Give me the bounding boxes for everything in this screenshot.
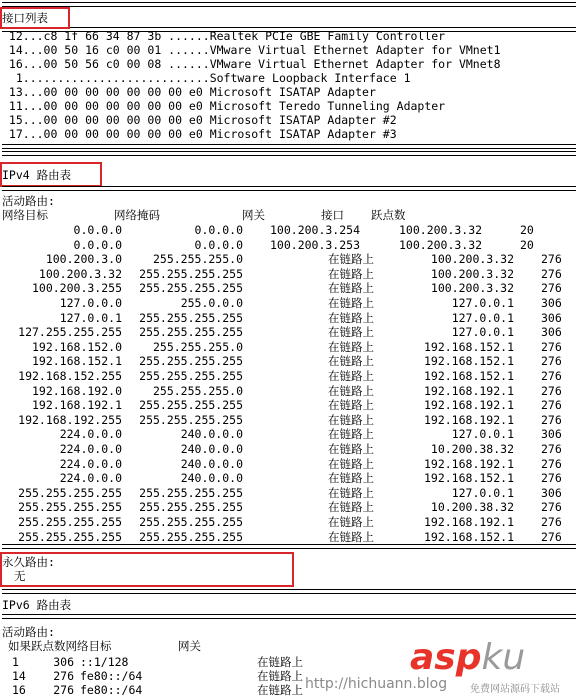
route-metric: 306 xyxy=(541,485,562,500)
route-destination: 192.168.192.0 xyxy=(31,383,122,398)
route-destination: 224.0.0.0 xyxy=(59,456,122,471)
interface-row: 13...00 00 00 00 00 00 00 e0 Microsoft ISATAP Adapter xyxy=(2,85,376,99)
route-interface: 192.168.152.1 xyxy=(423,369,514,383)
route-metric: 20 xyxy=(520,237,534,252)
separator-top xyxy=(2,2,576,7)
ipv6-route-gateway: 在链路上 xyxy=(257,655,303,669)
separator-ipv4-start xyxy=(2,151,576,156)
route-netmask: 240.0.0.0 xyxy=(180,456,243,471)
route-destination: 192.168.192.255 xyxy=(18,412,122,427)
route-interface: 10.200.38.32 xyxy=(430,442,514,456)
route-destination: 127.0.0.0 xyxy=(59,296,122,310)
route-netmask: 240.0.0.0 xyxy=(180,471,243,486)
route-netmask: 255.255.255.255 xyxy=(139,412,243,427)
route-netmask: 240.0.0.0 xyxy=(180,442,243,456)
highlight-box-interface-list xyxy=(0,7,70,29)
route-gateway: 在链路上 xyxy=(328,281,374,296)
route-destination: 127.0.0.1 xyxy=(59,310,122,325)
route-metric: 276 xyxy=(541,398,562,413)
route-gateway: 在链路上 xyxy=(328,325,374,340)
column-header-interface: 接口 xyxy=(321,208,344,222)
route-netmask: 240.0.0.0 xyxy=(180,427,243,442)
route-metric: 276 xyxy=(541,412,562,427)
interface-list-title: 接口列表 xyxy=(2,11,48,25)
route-netmask: 255.255.255.0 xyxy=(152,383,243,398)
route-interface: 127.0.0.1 xyxy=(451,310,514,325)
route-netmask: 255.255.255.0 xyxy=(152,252,243,267)
persistent-routes-value: 无 xyxy=(14,569,26,583)
persistent-routes-label: 永久路由: xyxy=(2,555,55,569)
ipv6-active-routes-label: 活动路由: xyxy=(2,625,55,639)
route-gateway: 在链路上 xyxy=(328,266,374,281)
route-destination: 100.200.3.0 xyxy=(45,252,122,267)
route-interface: 192.168.192.1 xyxy=(423,412,514,427)
route-netmask: 0.0.0.0 xyxy=(194,223,243,237)
route-gateway: 在链路上 xyxy=(328,485,374,500)
route-interface: 192.168.152.1 xyxy=(423,529,514,544)
separator-ipv4-header xyxy=(2,186,576,191)
route-destination: 255.255.255.255 xyxy=(18,529,122,544)
ipv6-column-header-if-metric-destination: 如果跃点数网络目标 xyxy=(8,639,112,653)
route-netmask: 255.255.255.255 xyxy=(139,515,243,529)
route-netmask: 255.255.255.255 xyxy=(139,325,243,340)
route-gateway: 在链路上 xyxy=(328,515,374,529)
route-interface: 192.168.192.1 xyxy=(423,456,514,471)
column-header-gateway: 网关 xyxy=(242,208,265,222)
interface-row: 1...........................Software Loopback Interface 1 xyxy=(2,71,411,85)
separator-ipv4-end xyxy=(2,544,576,549)
route-gateway: 在链路上 xyxy=(328,296,374,310)
ipv6-route-metric: 306 xyxy=(53,655,74,669)
route-destination: 255.255.255.255 xyxy=(18,500,122,515)
watermark-url: http://hichuann.blog xyxy=(305,676,448,692)
interface-row: 17...00 00 00 00 00 00 00 e0 Microsoft ISATAP Adapter #3 xyxy=(2,127,397,141)
route-metric: 20 xyxy=(520,223,534,237)
route-interface: 100.200.3.32 xyxy=(430,252,514,267)
route-gateway: 在链路上 xyxy=(328,398,374,413)
route-interface: 127.0.0.1 xyxy=(451,427,514,442)
route-netmask: 255.255.255.255 xyxy=(139,500,243,515)
route-interface: 192.168.152.1 xyxy=(423,471,514,486)
watermark-site: 免费网站源码下载站 xyxy=(470,684,560,695)
ipv6-route-destination: ::1/128 xyxy=(80,655,129,669)
route-gateway: 在链路上 xyxy=(328,412,374,427)
route-interface: 192.168.192.1 xyxy=(423,383,514,398)
route-destination: 100.200.3.255 xyxy=(31,281,122,296)
route-netmask: 255.255.255.255 xyxy=(139,398,243,413)
route-destination: 192.168.152.255 xyxy=(18,369,122,383)
route-netmask: 255.255.255.255 xyxy=(139,485,243,500)
route-destination: 0.0.0.0 xyxy=(73,237,122,252)
route-interface: 192.168.152.1 xyxy=(423,354,514,369)
ipv6-route-destination: fe80::/64 xyxy=(80,683,143,697)
route-interface: 192.168.192.1 xyxy=(423,398,514,413)
route-metric: 306 xyxy=(541,296,562,310)
route-interface: 127.0.0.1 xyxy=(451,296,514,310)
route-gateway: 100.200.3.254 xyxy=(270,223,361,237)
route-interface: 10.200.38.32 xyxy=(430,500,514,515)
ipv6-route-if: 14 xyxy=(12,669,26,683)
route-destination: 192.168.152.0 xyxy=(31,339,122,354)
route-metric: 276 xyxy=(541,281,562,296)
column-header-metric: 跃点数 xyxy=(371,208,406,222)
route-gateway: 在链路上 xyxy=(328,529,374,544)
route-gateway: 在链路上 xyxy=(328,427,374,442)
route-metric: 306 xyxy=(541,427,562,442)
ipv6-route-metric: 276 xyxy=(53,669,74,683)
route-metric: 306 xyxy=(541,325,562,340)
ipv6-title: IPv6 路由表 xyxy=(2,598,72,612)
ipv4-title: IPv4 路由表 xyxy=(2,168,72,182)
route-netmask: 255.255.255.255 xyxy=(139,281,243,296)
route-destination: 192.168.192.1 xyxy=(31,398,122,413)
interface-row: 16...00 50 56 c0 00 08 ......VMware Virtual Ethernet Adapter for VMnet8 xyxy=(2,57,501,71)
separator-interface-end xyxy=(2,144,576,149)
separator-ipv6-start xyxy=(2,589,576,594)
ipv4-active-routes-label: 活动路由: xyxy=(2,194,55,208)
ipv6-route-gateway: 在链路上 xyxy=(257,669,303,683)
route-interface: 127.0.0.1 xyxy=(451,325,514,340)
ipv6-route-destination: fe80::/64 xyxy=(80,669,143,683)
route-metric: 276 xyxy=(541,339,562,354)
route-gateway: 在链路上 xyxy=(328,369,374,383)
route-metric: 276 xyxy=(541,354,562,369)
route-metric: 276 xyxy=(541,252,562,267)
route-destination: 255.255.255.255 xyxy=(18,485,122,500)
route-netmask: 255.255.255.255 xyxy=(139,369,243,383)
route-netmask: 255.255.255.255 xyxy=(139,354,243,369)
interface-row: 12...c8 1f 66 34 87 3b ......Realtek PCIe GBE Family Controller xyxy=(2,29,446,43)
ipv6-route-metric: 276 xyxy=(53,683,74,697)
route-interface: 100.200.3.32 xyxy=(399,237,483,252)
route-metric: 276 xyxy=(541,442,562,456)
ipv6-column-header-gateway: 网关 xyxy=(178,639,201,653)
route-interface: 127.0.0.1 xyxy=(451,485,514,500)
route-netmask: 255.255.255.255 xyxy=(139,266,243,281)
route-netmask: 255.255.255.0 xyxy=(152,339,243,354)
route-gateway: 在链路上 xyxy=(328,339,374,354)
route-metric: 276 xyxy=(541,383,562,398)
column-header-destination: 网络目标 xyxy=(2,208,48,222)
ipv6-route-if: 1 xyxy=(12,655,19,669)
route-gateway: 在链路上 xyxy=(328,383,374,398)
watermark-logo-asp: asp xyxy=(410,637,482,678)
route-netmask: 0.0.0.0 xyxy=(194,237,243,252)
route-destination: 100.200.3.32 xyxy=(38,266,122,281)
route-destination: 127.255.255.255 xyxy=(18,325,122,340)
route-destination: 0.0.0.0 xyxy=(73,223,122,237)
route-metric: 276 xyxy=(541,529,562,544)
route-metric: 276 xyxy=(541,266,562,281)
interface-row: 14...00 50 16 c0 00 01 ......VMware Virtual Ethernet Adapter for VMnet1 xyxy=(2,43,501,57)
route-gateway: 在链路上 xyxy=(328,310,374,325)
route-gateway: 在链路上 xyxy=(328,252,374,267)
route-interface: 192.168.152.1 xyxy=(423,339,514,354)
route-gateway: 在链路上 xyxy=(328,354,374,369)
route-destination: 224.0.0.0 xyxy=(59,427,122,442)
ipv6-route-if: 16 xyxy=(12,683,26,697)
interface-row: 11...00 00 00 00 00 00 00 e0 Microsoft Teredo Tunneling Adapter xyxy=(2,99,446,113)
route-destination: 224.0.0.0 xyxy=(59,442,122,456)
route-interface: 192.168.192.1 xyxy=(423,515,514,529)
watermark-logo-ku: ku xyxy=(481,637,526,678)
route-metric: 276 xyxy=(541,500,562,515)
route-interface: 100.200.3.32 xyxy=(430,266,514,281)
route-metric: 276 xyxy=(541,456,562,471)
route-netmask: 255.0.0.0 xyxy=(180,296,243,310)
route-gateway: 100.200.3.253 xyxy=(270,237,361,252)
interface-row: 15...00 00 00 00 00 00 00 e0 Microsoft ISATAP Adapter #2 xyxy=(2,113,397,127)
route-gateway: 在链路上 xyxy=(328,500,374,515)
route-destination: 255.255.255.255 xyxy=(18,515,122,529)
route-interface: 100.200.3.32 xyxy=(430,281,514,296)
watermark-logo xyxy=(410,637,526,678)
route-metric: 306 xyxy=(541,310,562,325)
route-interface: 100.200.3.32 xyxy=(399,223,483,237)
route-metric: 276 xyxy=(541,515,562,529)
route-netmask: 255.255.255.255 xyxy=(139,310,243,325)
route-gateway: 在链路上 xyxy=(328,442,374,456)
separator-ipv6-header xyxy=(2,614,576,619)
ipv6-route-gateway: 在链路上 xyxy=(257,683,303,697)
route-destination: 224.0.0.0 xyxy=(59,471,122,486)
route-gateway: 在链路上 xyxy=(328,471,374,486)
column-header-netmask: 网络掩码 xyxy=(114,208,160,222)
route-metric: 276 xyxy=(541,369,562,383)
route-gateway: 在链路上 xyxy=(328,456,374,471)
route-metric: 276 xyxy=(541,471,562,486)
route-destination: 192.168.152.1 xyxy=(31,354,122,369)
route-netmask: 255.255.255.255 xyxy=(139,529,243,544)
